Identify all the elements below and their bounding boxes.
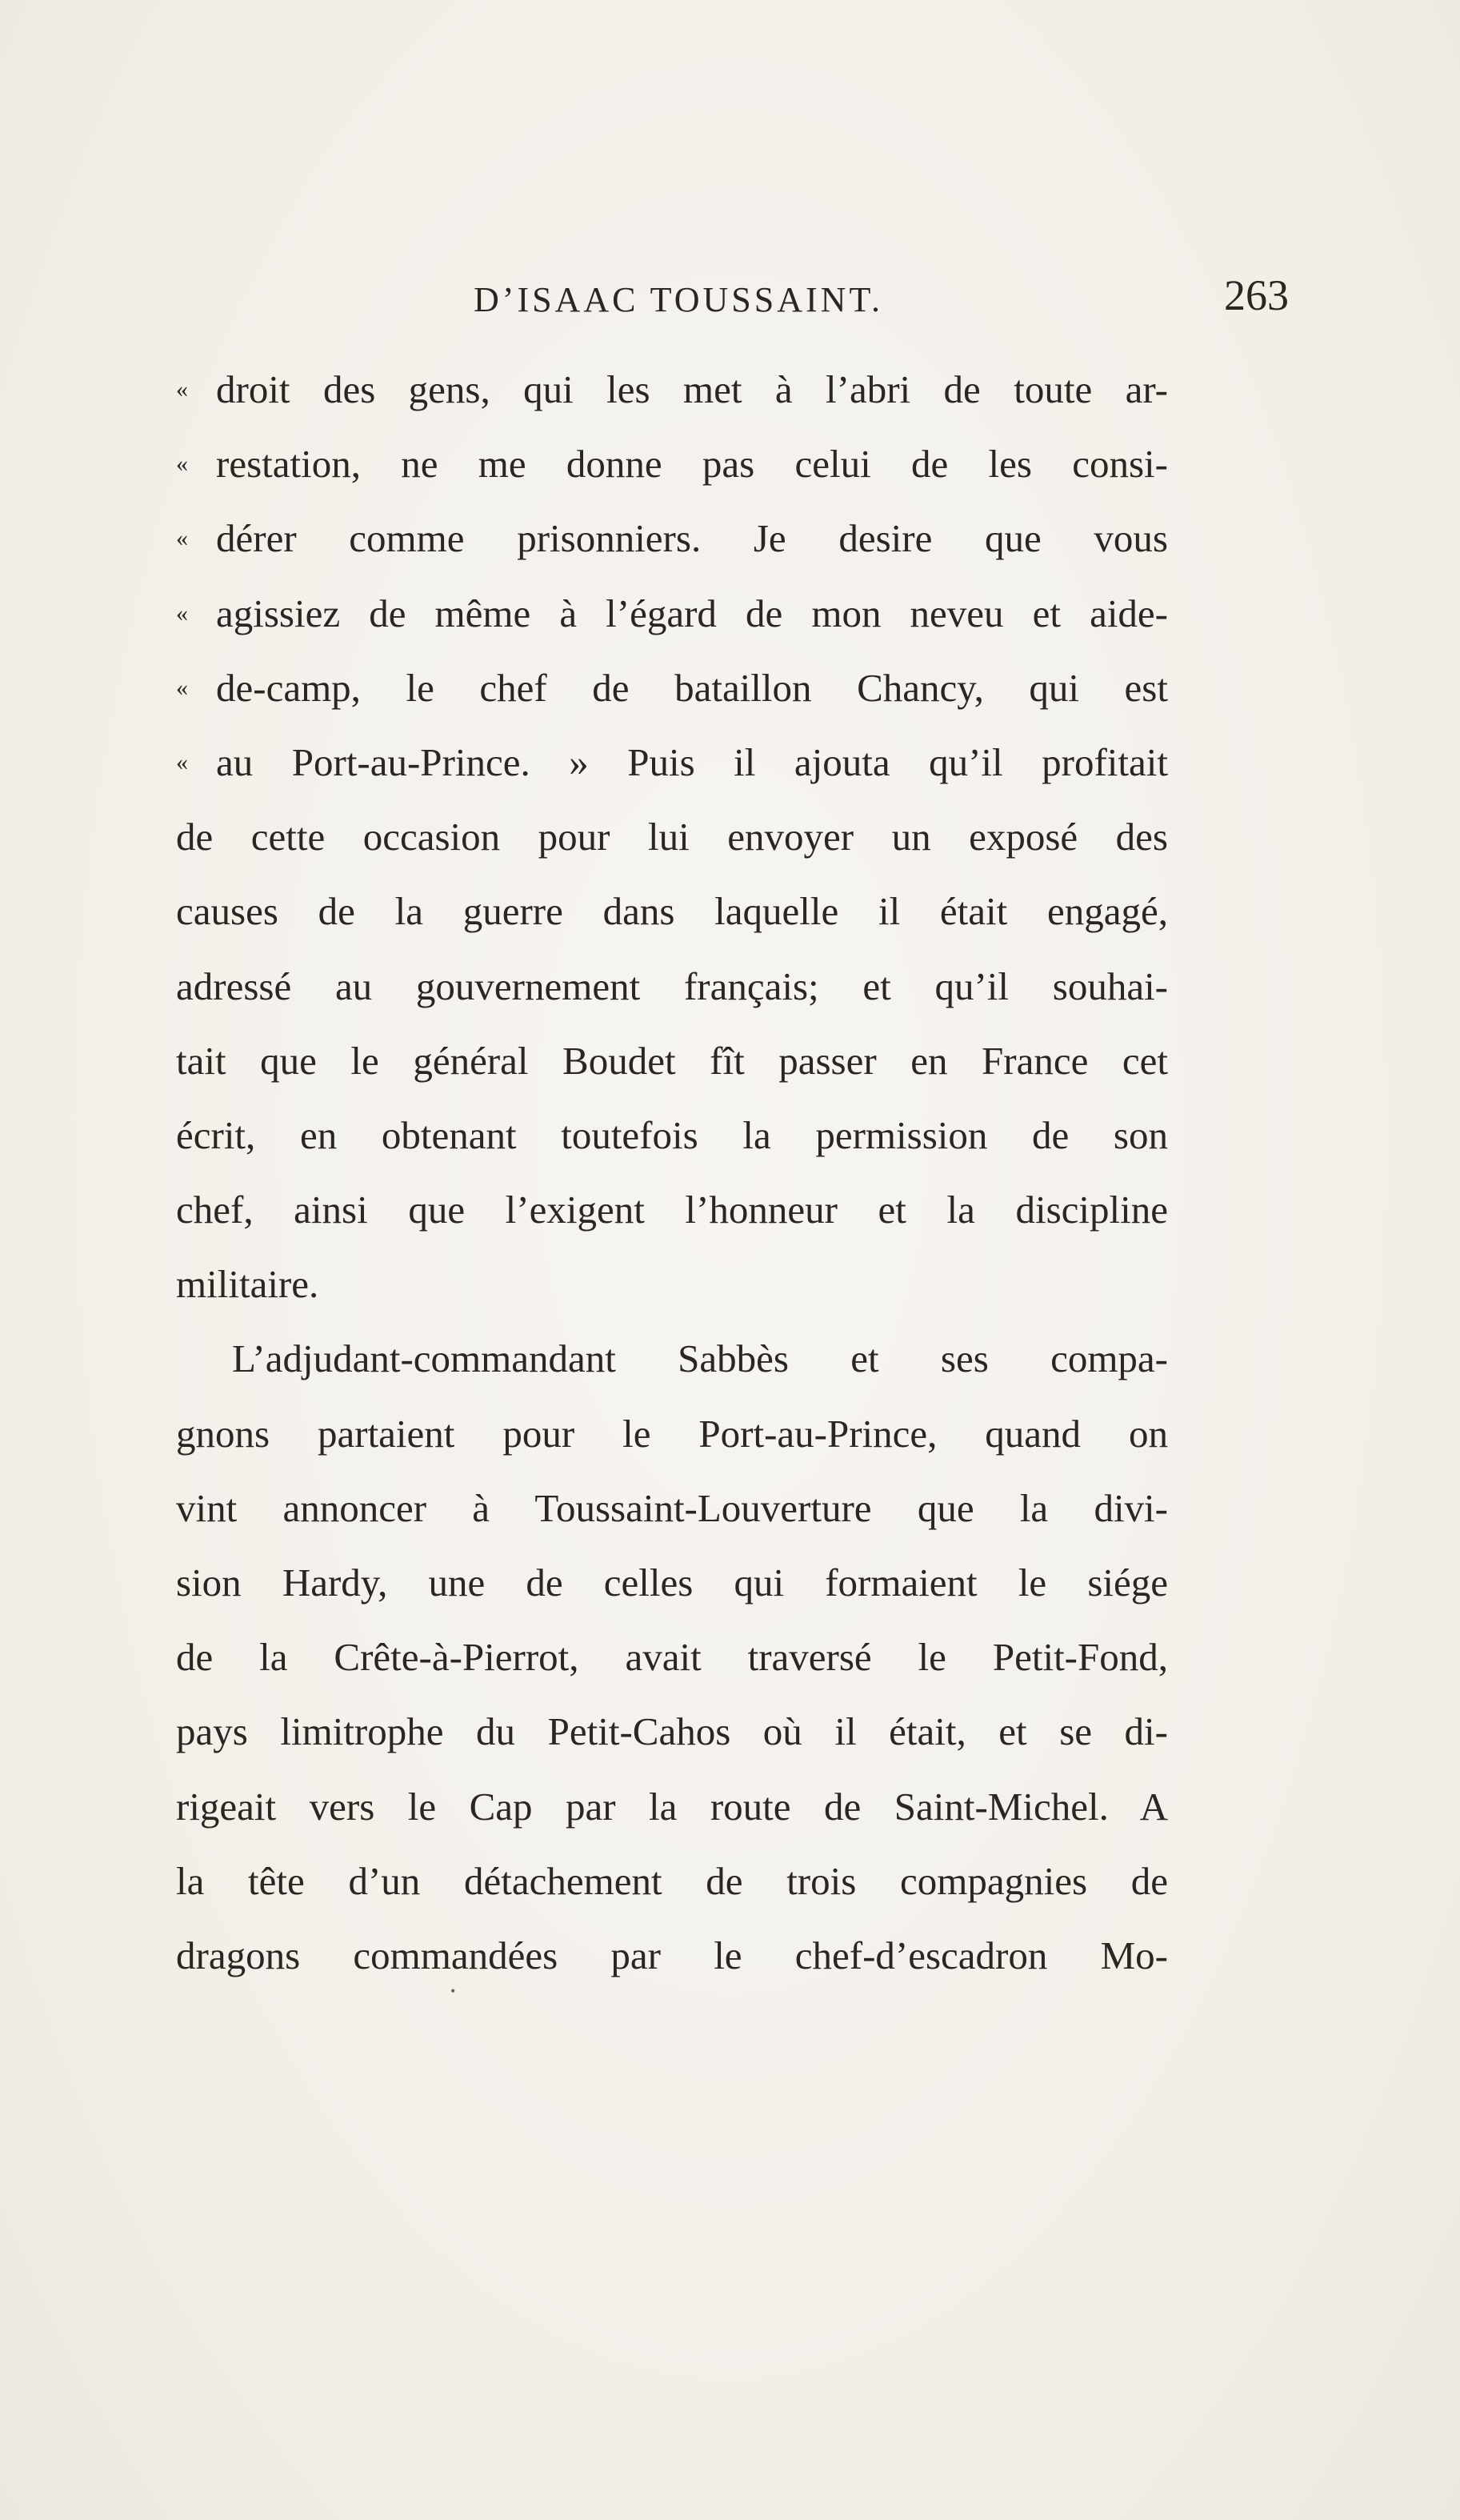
line-text: dérer comme prisonniers. Je desire que vous [216,516,1168,561]
line-text: au Port-au-Prince. » Puis il ajouta qu’il profitait [216,739,1168,784]
text-line: tait que le général Boudet fît passer en France cet [176,1038,1168,1083]
quote-mark: « [176,748,188,775]
running-title-rest: ISAAC TOUSSAINT. [517,280,884,319]
quote-mark: « [176,674,188,701]
text-line: causes de la guerre dans laquelle il était engagé, [176,889,1168,934]
text-line [176,576,1168,651]
text-line: rigeait vers le Cap par la route de Saint-Michel. A [176,1784,1168,1829]
text-line: adressé au gouvernement français; et qu’il souhai- [176,964,1168,1008]
text-line: sion Hardy, une de celles qui formaient le siége [176,1560,1168,1605]
ink-speck: • [450,1983,456,1999]
quote-mark: « [176,451,188,478]
line-text: droit des gens, qui les met à l’abri de toute ar- [216,367,1168,411]
page-number: 263 [1224,271,1289,319]
text-line: gnons partaient pour le Port-au-Prince, quand on [176,1411,1168,1456]
text-line: de cette occasion pour lui envoyer un exposé des [176,815,1168,859]
text-line [176,427,1168,501]
quote-mark: « [176,376,188,403]
text-line: vint annoncer à Toussaint-Louverture que la divi- [176,1485,1168,1530]
text-line: L’adjudant-commandant Sabbès et ses compa- [232,1336,1168,1381]
quote-mark: « [176,599,188,627]
line-text: agissiez de même à l’égard de mon neveu et aide- [216,591,1168,635]
text-line: militaire. [176,1262,319,1307]
text-line: pays limitrophe du Petit-Cahos où il était, et se di- [176,1709,1168,1754]
text-line [176,651,1168,725]
text-line: écrit, en obtenant toutefois la permission de son [176,1112,1168,1157]
text-line: chef, ainsi que l’exigent l’honneur et la discipline [176,1188,1168,1232]
line-text: de-camp, le chef de bataillon Chancy, qui est [216,665,1168,710]
running-title-prefix: D’ [474,280,518,319]
text-line [176,501,1168,575]
text-line: dragons commandées par le chef-d’escadron Mo- [176,1933,1168,1977]
text-line: la tête d’un détachement de trois compagnies de [176,1858,1168,1903]
quote-mark: « [176,525,188,552]
running-title [474,276,883,324]
body-text [176,352,1168,1993]
line-text: restation, ne me donne pas celui de les consi- [216,442,1168,487]
text-line [176,725,1168,799]
running-head [0,271,1460,324]
text-line: de la Crête-à-Pierrot, avait traversé le Petit-Fond, [176,1635,1168,1680]
text-line [176,352,1168,427]
